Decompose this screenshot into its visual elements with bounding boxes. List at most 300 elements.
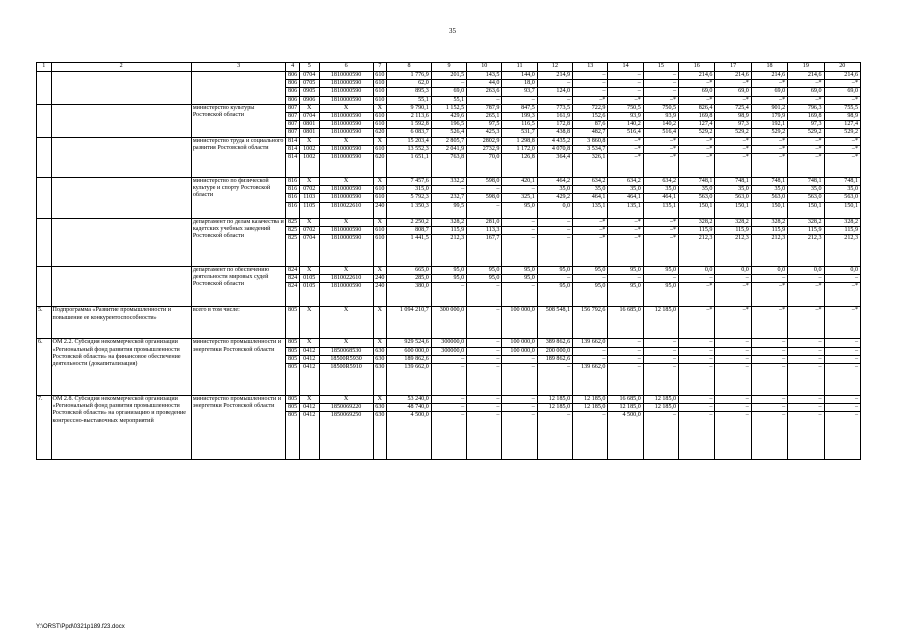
table-cell: – bbox=[824, 396, 860, 404]
table-cell: Х bbox=[299, 307, 319, 339]
table-cell: –* bbox=[824, 145, 860, 153]
table-cell: 563,0 bbox=[751, 194, 787, 202]
table-cell: 2 041,9 bbox=[431, 145, 466, 153]
table-cell: 100 000,0 bbox=[502, 347, 537, 355]
table-cell: 464,1 bbox=[573, 194, 608, 202]
table-cell: 126,8 bbox=[502, 154, 537, 178]
table-cell: Х bbox=[299, 178, 319, 186]
table-cell: – bbox=[537, 226, 572, 234]
table-cell: – bbox=[643, 275, 678, 283]
table-cell: –* bbox=[715, 80, 751, 88]
row-number bbox=[37, 137, 52, 177]
table-cell: 0,0 bbox=[788, 267, 824, 275]
table-cell: – bbox=[788, 275, 824, 283]
table-cell: 805 bbox=[286, 339, 300, 347]
table-cell: 35,0 bbox=[751, 186, 787, 194]
table-cell: 98,9 bbox=[824, 113, 860, 121]
table-cell: 87,6 bbox=[573, 121, 608, 129]
table-cell: 425,3 bbox=[467, 129, 502, 137]
table-cell: – bbox=[502, 412, 537, 460]
table-cell: –* bbox=[788, 307, 824, 339]
table-cell: 805 bbox=[286, 412, 300, 460]
table-cell: 240 bbox=[373, 283, 387, 307]
table-cell: 115,9 bbox=[715, 226, 751, 234]
table-cell: 6 083,7 bbox=[387, 129, 432, 137]
table-cell: – bbox=[537, 235, 572, 267]
table-cell: –* bbox=[643, 235, 678, 267]
executor-name: министерство промышленности и энергетики Ростовской области bbox=[191, 339, 286, 396]
table-cell: – bbox=[502, 364, 537, 396]
table-cell: 1810000590 bbox=[319, 154, 373, 178]
table-cell: 179,9 bbox=[751, 113, 787, 121]
table-cell: 816 bbox=[286, 194, 300, 202]
table-cell: –* bbox=[751, 137, 787, 145]
table-cell: –* bbox=[788, 80, 824, 88]
column-header: 9 bbox=[431, 63, 466, 72]
table-cell: 748,1 bbox=[788, 178, 824, 186]
table-cell: – bbox=[502, 226, 537, 234]
table-cell: 610 bbox=[373, 72, 387, 80]
table-cell: – bbox=[788, 347, 824, 355]
table-cell: 826,4 bbox=[679, 104, 715, 112]
table-cell: 748,1 bbox=[824, 178, 860, 186]
table-cell: – bbox=[467, 283, 502, 307]
table-cell: 2802,9 bbox=[467, 137, 502, 145]
table-cell: 748,1 bbox=[751, 178, 787, 186]
table-cell: 3 534,7 bbox=[573, 145, 608, 153]
table-cell: –* bbox=[788, 96, 824, 104]
table-cell: 7 457,6 bbox=[387, 178, 432, 186]
table-cell: – bbox=[608, 355, 643, 363]
table-cell: 15 203,4 bbox=[387, 137, 432, 145]
table-row bbox=[37, 218, 861, 226]
table-cell: Х bbox=[319, 339, 373, 347]
table-cell: 98,9 bbox=[715, 113, 751, 121]
table-cell: 1810000590 bbox=[319, 72, 373, 80]
table-cell: –* bbox=[679, 80, 715, 88]
table-cell: Х bbox=[319, 218, 373, 226]
table-cell: 328,2 bbox=[679, 218, 715, 226]
table-cell: 600 000,0 bbox=[387, 347, 432, 355]
executor-name: департамент по обеспечению деятельности мировых судей Ростовской области bbox=[191, 267, 286, 307]
table-cell: 0412 bbox=[299, 364, 319, 396]
table-cell: 35,0 bbox=[608, 186, 643, 194]
table-cell: 508 548,1 bbox=[537, 307, 572, 339]
table-cell: – bbox=[431, 80, 466, 88]
table-cell: 807 bbox=[286, 121, 300, 129]
table-cell: 563,0 bbox=[679, 194, 715, 202]
table-cell: 1 776,9 bbox=[387, 72, 432, 80]
table-cell: –* bbox=[643, 96, 678, 104]
table-cell: 805 bbox=[286, 396, 300, 404]
column-header: 12 bbox=[537, 63, 572, 72]
table-cell: – bbox=[751, 275, 787, 283]
table-cell: Х bbox=[373, 267, 387, 275]
table-row bbox=[37, 267, 861, 275]
table-cell: –* bbox=[608, 218, 643, 226]
table-cell: – bbox=[573, 355, 608, 363]
table-cell: 0412 bbox=[299, 412, 319, 460]
table-cell: 1810000590 bbox=[319, 88, 373, 96]
table-cell: 895,3 bbox=[387, 88, 432, 96]
table-cell: 95,0 bbox=[467, 267, 502, 275]
table-cell: 0704 bbox=[299, 235, 319, 267]
table-cell: 332,2 bbox=[431, 178, 466, 186]
table-cell: – bbox=[431, 355, 466, 363]
column-header: 6 bbox=[319, 63, 373, 72]
table-cell: 748,1 bbox=[679, 178, 715, 186]
table-cell: 4 070,8 bbox=[537, 145, 572, 153]
table-cell: 93,9 bbox=[643, 113, 678, 121]
table-cell: – bbox=[643, 347, 678, 355]
table-cell: 97,3 bbox=[715, 121, 751, 129]
table-cell: –* bbox=[715, 145, 751, 153]
column-header: 14 bbox=[608, 63, 643, 72]
table-cell: – bbox=[824, 412, 860, 460]
executor-name: министерство по физической культуре и спорту Ростовской области bbox=[191, 178, 286, 219]
table-cell: 212,3 bbox=[751, 235, 787, 267]
header-row bbox=[37, 63, 861, 72]
table-cell: –* bbox=[788, 154, 824, 178]
table-cell: –* bbox=[679, 307, 715, 339]
table-cell: –* bbox=[715, 154, 751, 178]
table-cell: 1810000590 bbox=[319, 235, 373, 267]
table-cell: 0702 bbox=[299, 226, 319, 234]
table-cell: Х bbox=[319, 267, 373, 275]
table-cell: Х bbox=[319, 104, 373, 112]
table-cell: 12 185,0 bbox=[608, 404, 643, 412]
table-cell: – bbox=[573, 412, 608, 460]
table-cell: – bbox=[573, 347, 608, 355]
table-cell: – bbox=[608, 72, 643, 80]
table-cell: 115,9 bbox=[751, 226, 787, 234]
table-cell: 610 bbox=[373, 80, 387, 88]
table-cell: 1810000590 bbox=[319, 113, 373, 121]
table-cell: 240 bbox=[373, 202, 387, 218]
table-cell: 214,6 bbox=[679, 72, 715, 80]
table-cell: 169,8 bbox=[788, 113, 824, 121]
table-cell: 3 860,8 bbox=[573, 137, 608, 145]
table-cell: Х bbox=[373, 307, 387, 339]
table-cell: –* bbox=[824, 307, 860, 339]
table-cell: 610 bbox=[373, 121, 387, 129]
table-cell: –* bbox=[715, 283, 751, 307]
table-cell: 214,6 bbox=[751, 72, 787, 80]
program-name bbox=[51, 218, 191, 266]
table-cell: 825 bbox=[286, 235, 300, 267]
table-cell: 150,1 bbox=[679, 202, 715, 218]
row-number: 6. bbox=[37, 339, 52, 396]
table-cell: 0412 bbox=[299, 347, 319, 355]
table-cell: 1 651,1 bbox=[387, 154, 432, 178]
table-cell: –* bbox=[715, 96, 751, 104]
table-cell: 139 662,0 bbox=[387, 364, 432, 396]
table-cell: 12 185,0 bbox=[643, 307, 678, 339]
table-cell: –* bbox=[788, 283, 824, 307]
table-cell: 12 185,0 bbox=[643, 396, 678, 404]
table-cell: 326,1 bbox=[573, 154, 608, 178]
table-cell: 18500R5930 bbox=[319, 355, 373, 363]
table-cell: Х bbox=[319, 178, 373, 186]
table-cell: 610 bbox=[373, 235, 387, 267]
table-cell: Х bbox=[373, 339, 387, 347]
table-cell: – bbox=[431, 404, 466, 412]
table-cell: 69,0 bbox=[824, 88, 860, 96]
table-cell: 630 bbox=[373, 355, 387, 363]
table-cell: –* bbox=[573, 218, 608, 226]
table-cell: –* bbox=[643, 218, 678, 226]
table-cell: 610 bbox=[373, 145, 387, 153]
table-cell: 95,0 bbox=[431, 275, 466, 283]
executor-name: всего в том числе: bbox=[191, 307, 286, 339]
table-cell: 300000,0 bbox=[431, 339, 466, 347]
table-cell: – bbox=[502, 396, 537, 404]
table-cell: 127,4 bbox=[824, 121, 860, 129]
table-row bbox=[37, 104, 861, 112]
table-cell: 12 185,0 bbox=[537, 396, 572, 404]
table-cell: – bbox=[608, 275, 643, 283]
table-cell: – bbox=[573, 72, 608, 80]
table-cell: 328,2 bbox=[751, 218, 787, 226]
table-cell: 116,5 bbox=[502, 121, 537, 129]
table-cell: – bbox=[502, 404, 537, 412]
table-cell: 0,0 bbox=[824, 267, 860, 275]
table-cell: 755,5 bbox=[824, 104, 860, 112]
table-cell: 364,4 bbox=[537, 154, 572, 178]
table-cell: 115,9 bbox=[431, 226, 466, 234]
column-header: 5 bbox=[299, 63, 319, 72]
table-cell: – bbox=[715, 404, 751, 412]
column-header: 11 bbox=[502, 63, 537, 72]
table-cell: –* bbox=[824, 80, 860, 88]
table-cell: 212,3 bbox=[788, 235, 824, 267]
table-cell: 99,5 bbox=[431, 202, 466, 218]
table-cell: 95,0 bbox=[502, 202, 537, 218]
table-cell: – bbox=[751, 412, 787, 460]
table-cell: 630 bbox=[373, 364, 387, 396]
table-cell: – bbox=[502, 218, 537, 226]
table-cell: –* bbox=[608, 145, 643, 153]
column-header: 15 bbox=[643, 63, 678, 72]
table-cell: 95,0 bbox=[573, 267, 608, 275]
table-cell: –* bbox=[643, 154, 678, 178]
table-cell: – bbox=[643, 355, 678, 363]
table-cell: 214,6 bbox=[788, 72, 824, 80]
table-cell: 805 bbox=[286, 364, 300, 396]
table-cell: 100 000,0 bbox=[502, 307, 537, 339]
table-cell: 598,0 bbox=[467, 178, 502, 186]
table-cell: 825 bbox=[286, 226, 300, 234]
table-cell: 100 000,0 bbox=[502, 339, 537, 347]
table-cell: 1850069220 bbox=[319, 404, 373, 412]
table-cell: 1 298,8 bbox=[502, 137, 537, 145]
table-cell: 0412 bbox=[299, 355, 319, 363]
table-cell: 69,0 bbox=[751, 88, 787, 96]
table-cell: 1810000590 bbox=[319, 186, 373, 194]
table-cell: 35,0 bbox=[824, 186, 860, 194]
table-cell: 150,1 bbox=[751, 202, 787, 218]
table-cell: – bbox=[824, 404, 860, 412]
program-name bbox=[51, 267, 191, 307]
table-cell: – bbox=[467, 412, 502, 460]
table-cell: 0,0 bbox=[679, 267, 715, 275]
table-cell: 516,4 bbox=[608, 129, 643, 137]
table-cell: 212,3 bbox=[715, 235, 751, 267]
table-cell: 35,0 bbox=[643, 186, 678, 194]
table-cell: Х bbox=[373, 396, 387, 404]
table-cell: – bbox=[679, 347, 715, 355]
table-cell: 0702 bbox=[299, 186, 319, 194]
table-cell: 610 bbox=[373, 96, 387, 104]
table-cell: 265,1 bbox=[467, 113, 502, 121]
table-cell: 464,2 bbox=[537, 178, 572, 186]
table-cell: 48 740,0 bbox=[387, 404, 432, 412]
table-cell: – bbox=[715, 347, 751, 355]
table-cell: 140,2 bbox=[643, 121, 678, 129]
table-cell: – bbox=[608, 364, 643, 396]
table-cell: 1810022610 bbox=[319, 275, 373, 283]
table-cell: 750,5 bbox=[643, 104, 678, 112]
table-cell: – bbox=[431, 283, 466, 307]
table-cell: 95,0 bbox=[537, 267, 572, 275]
table-cell: – bbox=[715, 364, 751, 396]
row-number: 7. bbox=[37, 396, 52, 460]
table-cell: – bbox=[502, 96, 537, 104]
table-cell: – bbox=[824, 355, 860, 363]
table-cell: –* bbox=[751, 154, 787, 178]
table-cell: 1 350,3 bbox=[387, 202, 432, 218]
table-cell: 598,0 bbox=[467, 194, 502, 202]
table-cell: –* bbox=[679, 137, 715, 145]
table-cell: 806 bbox=[286, 72, 300, 80]
budget-table bbox=[36, 62, 861, 460]
table-cell: Х bbox=[319, 137, 373, 145]
table-cell: Х bbox=[373, 218, 387, 226]
table-cell: 328,2 bbox=[431, 218, 466, 226]
table-cell: 167,7 bbox=[467, 235, 502, 267]
table-cell: 201,5 bbox=[431, 72, 466, 80]
table-cell: 2 805,7 bbox=[431, 137, 466, 145]
table-cell: 0801 bbox=[299, 129, 319, 137]
table-cell: – bbox=[715, 396, 751, 404]
table-cell: –* bbox=[751, 80, 787, 88]
table-cell: 4 500,0 bbox=[608, 412, 643, 460]
column-header: 1 bbox=[37, 63, 52, 72]
table-cell: –* bbox=[643, 226, 678, 234]
table-cell: 285,0 bbox=[387, 275, 432, 283]
row-number bbox=[37, 72, 52, 105]
table-cell: – bbox=[643, 364, 678, 396]
table-cell: 214,9 bbox=[537, 72, 572, 80]
table-cell: – bbox=[824, 339, 860, 347]
table-cell: Х bbox=[299, 339, 319, 347]
table-cell: 281,0 bbox=[467, 218, 502, 226]
table-cell: 725,4 bbox=[715, 104, 751, 112]
table-cell: –* bbox=[608, 235, 643, 267]
table-cell: Х bbox=[299, 137, 319, 145]
table-cell: 808,7 bbox=[387, 226, 432, 234]
table-row bbox=[37, 307, 861, 339]
column-header: 3 bbox=[191, 63, 286, 72]
table-cell: – bbox=[751, 404, 787, 412]
table-cell: – bbox=[608, 347, 643, 355]
table-cell: – bbox=[824, 275, 860, 283]
table-cell: –* bbox=[573, 235, 608, 267]
table-cell: 805 bbox=[286, 404, 300, 412]
column-header: 4 bbox=[286, 63, 300, 72]
table-cell: –* bbox=[715, 307, 751, 339]
table-cell: – bbox=[502, 186, 537, 194]
table-cell: 0704 bbox=[299, 113, 319, 121]
table-cell: –* bbox=[573, 96, 608, 104]
table-row bbox=[37, 339, 861, 347]
executor-name: министерство промышленности и энергетики Ростовской области bbox=[191, 396, 286, 460]
table-cell: – bbox=[608, 339, 643, 347]
table-cell: 389 862,6 bbox=[537, 339, 572, 347]
table-cell: –* bbox=[608, 137, 643, 145]
table-cell: 97,3 bbox=[788, 121, 824, 129]
table-cell: 807 bbox=[286, 113, 300, 121]
table-cell: 464,1 bbox=[643, 194, 678, 202]
table-cell: 929 524,6 bbox=[387, 339, 432, 347]
table-cell: 0412 bbox=[299, 404, 319, 412]
table-cell: Х bbox=[373, 178, 387, 186]
table-cell: 610 bbox=[373, 113, 387, 121]
table-cell: 0,0 bbox=[751, 267, 787, 275]
table-cell: – bbox=[679, 355, 715, 363]
table-cell: – bbox=[788, 412, 824, 460]
row-number bbox=[37, 178, 52, 219]
table-cell: 805 bbox=[286, 307, 300, 339]
column-header: 13 bbox=[573, 63, 608, 72]
table-cell: 95,0 bbox=[537, 283, 572, 307]
table-cell: 115,9 bbox=[679, 226, 715, 234]
file-path-footer: Y:\ORST\Ppd\0321p189.f23.docx bbox=[36, 624, 125, 630]
table-cell: 95,0 bbox=[608, 283, 643, 307]
table-cell: Х bbox=[299, 396, 319, 404]
table-cell: 263,6 bbox=[467, 88, 502, 96]
table-cell: –* bbox=[679, 145, 715, 153]
table-cell: 763,8 bbox=[431, 154, 466, 178]
table-cell: – bbox=[715, 412, 751, 460]
table-cell: 70,0 bbox=[467, 154, 502, 178]
table-cell: 0704 bbox=[299, 72, 319, 80]
table-cell: 69,0 bbox=[715, 88, 751, 96]
table-cell: 630 bbox=[373, 412, 387, 460]
table-cell: – bbox=[679, 275, 715, 283]
table-cell: 93,7 bbox=[502, 88, 537, 96]
table-cell: 748,1 bbox=[715, 178, 751, 186]
table-cell: 139 662,0 bbox=[573, 339, 608, 347]
table-cell: 95,0 bbox=[467, 275, 502, 283]
table-cell: 1103 bbox=[299, 194, 319, 202]
table-cell: 634,2 bbox=[643, 178, 678, 186]
table-cell: 5 792,3 bbox=[387, 194, 432, 202]
table-cell: 529,2 bbox=[715, 129, 751, 137]
table-cell: – bbox=[537, 96, 572, 104]
table-cell: 1810000590 bbox=[319, 283, 373, 307]
table-cell: 35,0 bbox=[679, 186, 715, 194]
table-cell: 816 bbox=[286, 186, 300, 194]
table-cell: 156 792,6 bbox=[573, 307, 608, 339]
table-cell: 4 500,0 bbox=[387, 412, 432, 460]
table-cell: –* bbox=[679, 154, 715, 178]
table-cell: 1 441,5 bbox=[387, 235, 432, 267]
table-cell: 1810000590 bbox=[319, 145, 373, 153]
table-cell: 620 bbox=[373, 154, 387, 178]
table-cell: – bbox=[715, 355, 751, 363]
table-cell: 464,1 bbox=[608, 194, 643, 202]
